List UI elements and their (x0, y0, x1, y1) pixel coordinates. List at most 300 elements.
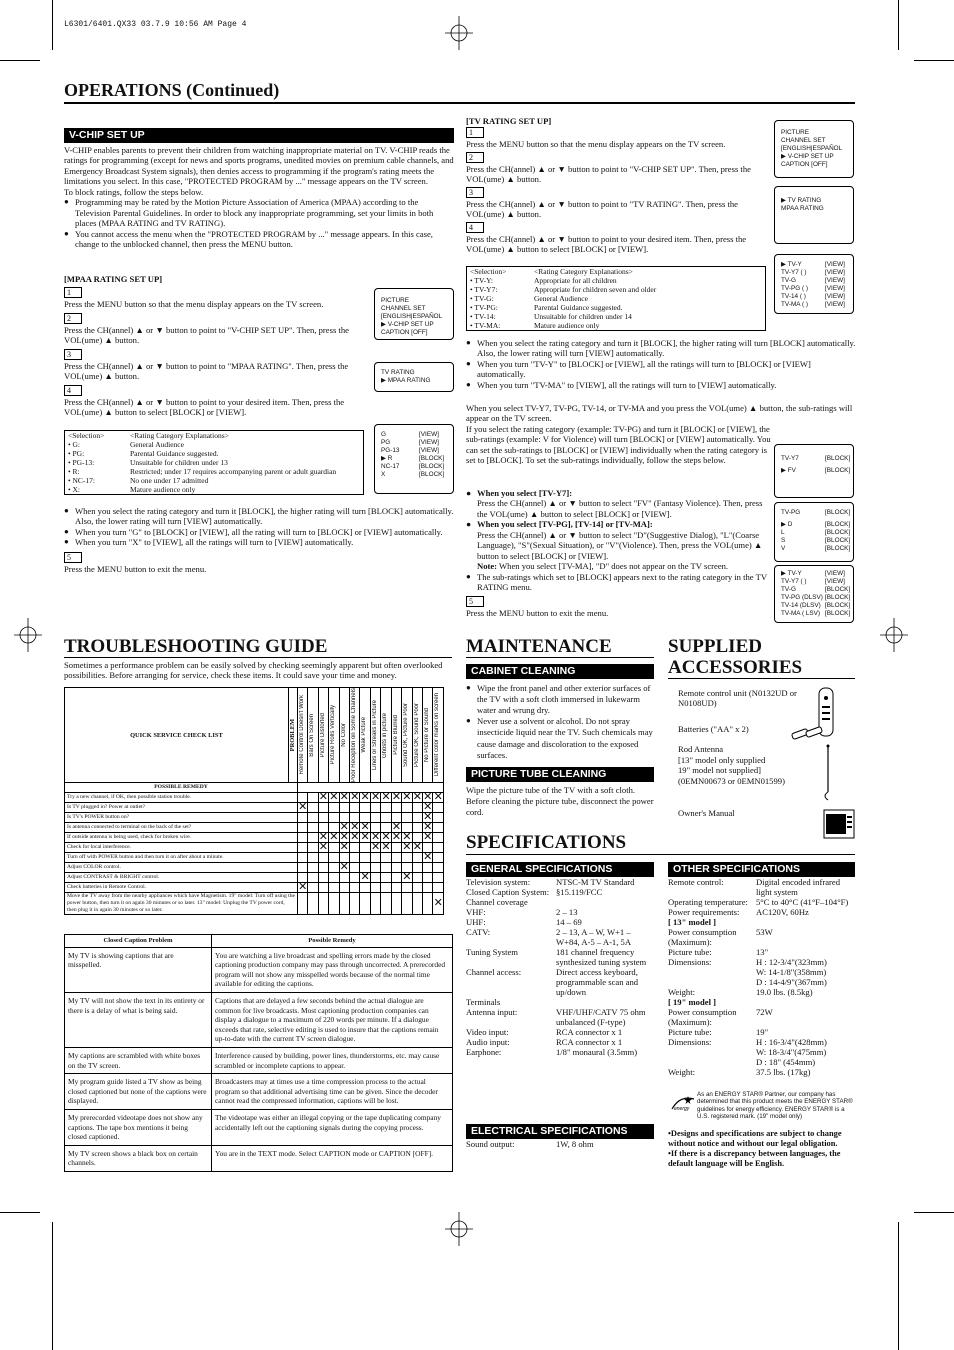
check-mark: ✕ (339, 791, 349, 804)
empty-cell (433, 863, 444, 873)
empty-cell (308, 823, 318, 833)
tvrating-notes (466, 338, 856, 390)
spec-value: 2 – 13 (556, 907, 578, 917)
tv-rating-table: <Selection> <Rating Category Explanations> • TV-Y: Appropriate for all children • TV-Y7: Appropriate for children seven and older • TV-G: General Audience • TV-PG: Parental Guidance suggested. • TV-14: Unsuitable for children under 14 • TV-MA: Mature audience only (466, 266, 766, 331)
spec-row (466, 1007, 656, 1027)
spec-row (466, 1027, 656, 1037)
empty-cell (433, 833, 444, 843)
empty-cell (391, 853, 401, 863)
check-mark: ✕ (339, 831, 349, 844)
empty-cell (412, 813, 422, 823)
spec-label (668, 967, 756, 977)
mpaa-menu-screen-2: TV RATING ▶ MPAA RATING (374, 362, 454, 392)
empty-cell (329, 843, 339, 853)
empty-cell (298, 893, 308, 915)
empty-cell (308, 803, 318, 813)
empty-cell (339, 803, 349, 813)
spec-label: UHF: (466, 917, 486, 927)
accessory-manual: Owner's Manual (678, 808, 735, 818)
subrating-steps: ● When you select [TV-Y7]: Press the CH(annel) ▲ or ▼ button to select "FV" (Fantasy Violence). Then, press the VOL(ume) ▲ button to select [BLOCK] or [VIEW]. ● When you select [TV-PG], [TV-14] or [TV-MA]: Press the CH(annel) ▲ or ▼ button to select "D"(Suggestive Dialog), "L"(Coarse Language), "S"(Sexual Situation), or "V"(Violence). Then, press the VOL(ume) ▲ button to select [BLOCK] or [VIEW]. Note: When you select [TV-MA], "D" does not appear on the TV screen. ● The sub-ratings which set to [BLOCK] appears next to the rating category in the TV RATING menu. 5 Press the MENU button to exit the menu. (466, 488, 770, 618)
remedy-text: Adjust CONTRAST & BRIGHT control. (65, 873, 298, 883)
empty-cell (412, 863, 422, 873)
check-mark: ✕ (391, 791, 402, 804)
check-mark: ✕ (298, 801, 308, 814)
check-mark: ✕ (433, 893, 444, 915)
spec-value: 5°C to 40°C (41°F–104°F) (756, 897, 849, 907)
step-number: 2 (466, 152, 484, 163)
check-mark: ✕ (329, 831, 339, 844)
empty-cell (391, 803, 401, 813)
spec-value: H : 16-3/4"(428mm) (756, 1037, 827, 1047)
spec-row (466, 897, 656, 907)
spec-row (466, 907, 656, 917)
empty-cell (308, 793, 318, 803)
step-number: 2 (64, 313, 82, 324)
spec-label: Power consumption (Maximum): (668, 1007, 737, 1027)
spec-value: §15.119/FCC (556, 887, 603, 897)
spec-row (668, 897, 856, 907)
empty-cell (298, 853, 308, 863)
empty-cell (423, 883, 433, 893)
check-mark: ✕ (339, 861, 349, 874)
empty-cell (412, 853, 422, 863)
empty-cell (381, 853, 391, 863)
step-number: 4 (466, 222, 484, 233)
check-mark: ✕ (370, 841, 381, 854)
spec-row (668, 1067, 856, 1077)
empty-cell (308, 833, 318, 843)
cc-problem: My prerecorded videotape does not show any captions. The tape box mentions it being closed captioned. (65, 1109, 212, 1145)
empty-cell (298, 823, 308, 833)
empty-cell (318, 853, 328, 863)
spec-row (466, 947, 656, 967)
spec-value: 13" (756, 947, 769, 957)
empty-cell (433, 803, 444, 813)
empty-cell (329, 883, 339, 893)
step-text: Press the CH(annel) ▲ or ▼ button to point to "V-CHIP SET UP". Then, press the VOL(ume) ▲ button. (64, 324, 349, 346)
empty-cell (391, 893, 401, 915)
mpaa-rating-table: <Selection> <Rating Category Explanations> • G: General Audience • PG: Parental Guidance suggested. • PG-13: Unsuitable for children under 13 • R: Restricted; under 17 requires accompanying parent or adult guardian • NC-17: No one under 17 admitted • X: Mature audience only (64, 430, 364, 495)
remedy-text: Try a new channel, if OK, then possible station trouble. (65, 793, 298, 803)
energy-star-text: As an ENERGY STAR® Partner, our company has determined that this product meets the ENERGY STAR® guidelines for energy efficiency. ENERGY STAR® is a U.S. registered mark. (19" model only) (697, 1091, 853, 1121)
mpaa-notes (64, 506, 454, 574)
spec-label: CATV: (466, 927, 491, 937)
spec-value: RCA connector x 1 (556, 1037, 623, 1047)
check-mark: ✕ (350, 791, 360, 804)
crop-mark (52, 1222, 53, 1350)
other-specs-title: OTHER SPECIFICATIONS (668, 862, 855, 877)
vchip-section (64, 128, 454, 250)
spec-label (668, 1047, 756, 1057)
spec-label: Channel coverage (466, 897, 528, 907)
empty-cell (402, 853, 412, 863)
subrating-para2: If you select the rating category (example: TV-PG) and turn it [BLOCK] or [VIEW], the sub-ratings (example: V for Violence) will turn [BLOCK] or [VIEW] automatically. You can set the sub-ratings to [BLOCK] or [VIEW] individually when the rating category is set to [BLOCK]. To set the sub-ratings individually, follow the steps below. (466, 424, 771, 466)
cabinet-bullet: ● Never use a solvent or alcohol. Do not spray insecticide liquid near the TV. Such chemicals may cause damage and discoloration to the exposed surfaces. (466, 716, 654, 761)
empty-cell (308, 813, 318, 823)
check-mark: ✕ (339, 841, 349, 854)
tvrating-bullet: ● When you turn "TV-MA" to [VIEW], all the ratings will turn to [VIEW] automatically. (466, 380, 856, 390)
cc-remedy: Captions that are delayed a few seconds behind the actual dialogue are common for live broadcasts. Most captioning production companies can display a dialogue to a maximum of 220 words per minute. If a dialogue exceeds that rate, selective editing is used to insure that the captions remain up-to-date with the current TV screen dialogue. (212, 992, 453, 1047)
empty-cell (381, 873, 391, 883)
tv-menu-screen-2: ▶ TV RATING MPAA RATING (774, 186, 854, 244)
remedy-row (65, 893, 444, 915)
section-rule (64, 657, 452, 658)
check-mark: ✕ (423, 801, 433, 814)
check-mark: ✕ (381, 831, 391, 844)
accessories-title: SUPPLIED ACCESSORIES (668, 636, 803, 678)
electrical-specs-table: Sound output: 1W, 8 ohm (466, 1139, 594, 1149)
check-mark: ✕ (350, 821, 360, 834)
empty-cell (391, 863, 401, 873)
mpaa-section (64, 274, 364, 418)
pg-text: Press the CH(annel) ▲ or ▼ button to select "D"(Suggestive Dialog), "L"(Coarse Language), "S"(Sexual Situation), or "V"(Violence). Then, press the VOL(ume) ▲ button to select [BLOCK] or [VIEW]. (477, 529, 763, 561)
empty-cell (308, 873, 318, 883)
troubleshooting-intro: Sometimes a performance problem can be easily solved by checking seemingly apparent but often overlooked possibilities. Before arranging for service, check these items. It could save your time and money. (64, 660, 443, 681)
remedy-heading: POSSIBLE REMEDY (65, 783, 298, 793)
empty-cell (391, 873, 401, 883)
check-mark: ✕ (412, 841, 422, 854)
empty-cell (423, 873, 433, 883)
quick-service-table: QUICK SERVICE CHECK LIST PROBLEM Remote Control Doesn't Work Bars On Screen Picture Distorted Picture Rolls Vertically No Color Poor Reception on Some Channels Weak Picture Lines or Streaks in Picture Ghosts in picture Picture Blurred Sound OK, Picture Poor Picture OK, Sound Poor No Picture or Sound Different color marks on screen POSSIBLE REMEDY Try a new channel, if OK, then possible station trouble. ✕ ✕ ✕ ✕ ✕ ✕ ✕ ✕ ✕ ✕ ✕ ✕ Is TV plugged in? Power at outlet? ✕ ✕ Is TV's POWER button on? ✕ Is antenna connected to terminal on the back of the set? ✕ ✕ ✕ ✕ ✕ If outside antenna is being used, check for broken wire. ✕ ✕ ✕ ✕ ✕ ✕ ✕ ✕ ✕ ✕ Check for local interference. ✕ ✕ ✕ ✕ ✕ ✕ Turn off with POWER button and then turn it on after about a minute. ✕ Adjust COLOR control. ✕ Adjust CONTRAST & BRIGHT control. ✕ ✕ Check batteries in Remote Control. ✕ Move the TV away from the nearby appliances which have Magnetism. 19" model: Turn off using the power button, then turn it on again 30 minutes or so later. 13" model: Unplug the TV power cord, then plug it in again 30 minutes or so later. ✕ (64, 687, 444, 915)
empty-cell (433, 823, 444, 833)
spec-label (668, 1057, 756, 1067)
spec-row (466, 1037, 656, 1047)
step-text: Press the MENU button to exit the menu. (466, 607, 609, 618)
empty-cell (433, 883, 444, 893)
crop-mark (52, 0, 53, 50)
tv-menu-screen-1: PICTURE CHANNEL SET [ENGLISH|ESPAÑOL ▶ V-CHIP SET UP CAPTION [OFF] (774, 120, 854, 178)
empty-cell (329, 873, 339, 883)
check-mark: ✕ (318, 831, 328, 844)
cc-remedy: The videotape was either an illegal copying or the tape duplicating company accidentally left out the captioning signals during the copying process. (212, 1109, 453, 1145)
empty-cell (339, 873, 349, 883)
vchip-bullet: ● You cannot access the menu when the "PROTECTED PROGRAM by ..." message appears. In this case, change to the unblocked channel, then press the MENU button. (64, 229, 454, 250)
energy-star-logo-icon (670, 1093, 696, 1113)
spec-label (668, 977, 756, 987)
remedy-text: Is TV plugged in? Power at outlet? (65, 803, 298, 813)
check-mark: ✕ (298, 881, 308, 894)
empty-cell (360, 853, 370, 863)
empty-cell (349, 893, 359, 915)
spec-label: Closed Caption System: (466, 887, 550, 897)
empty-cell (308, 883, 318, 893)
check-mark: ✕ (350, 831, 360, 844)
check-mark: ✕ (402, 871, 412, 884)
spec-value: Digital encoded infrared light system (756, 877, 840, 897)
empty-cell (308, 863, 318, 873)
empty-cell (360, 843, 370, 853)
svg-text:energy: energy (674, 1106, 690, 1112)
empty-cell (308, 843, 318, 853)
spec-label: Television system: (466, 877, 531, 887)
specifications-title: SPECIFICATIONS (466, 832, 627, 853)
empty-cell (402, 813, 412, 823)
check-mark: ✕ (329, 791, 339, 804)
empty-cell (370, 893, 380, 915)
spec-value: W: 14-1/8"(358mm) (756, 967, 827, 977)
spec-notices: •Designs and specifications are subject to change without notice and without our legal obligation. •If there is a discrepancy between languages, the default language will be English. (668, 1129, 842, 1169)
remedy-text: Check batteries in Remote Control. (65, 883, 298, 893)
mpaa-bullet: ● When you turn "X" to [VIEW], all the ratings will turn to [VIEW] automatically. (64, 537, 454, 547)
general-specs-table (466, 877, 656, 1057)
remedy-row (65, 863, 444, 873)
empty-cell (381, 863, 391, 873)
empty-cell (381, 893, 391, 915)
cc-problem: My TV will not show the text in its entirety or there is a delay of what is being said. (65, 992, 212, 1047)
spec-label: Remote control: (668, 877, 724, 887)
empty-cell (308, 893, 318, 915)
spec-row (668, 947, 856, 957)
crop-mark (898, 0, 899, 50)
remedy-text: Turn off with POWER button and then turn it on after about a minute. (65, 853, 298, 863)
mpaa-menu-screen-3: G [VIEW] PG [VIEW] PG-13 [VIEW] ▶ R [BLOCK] NC-17 [BLOCK] X [BLOCK] (374, 424, 454, 494)
check-mark: ✕ (360, 821, 370, 834)
crop-mark (0, 60, 40, 61)
empty-cell (370, 803, 380, 813)
cc-problem: My program guide listed a TV show as being closed captioned but none of the captions were displayed. (65, 1074, 212, 1110)
empty-cell (349, 863, 359, 873)
y7-text: Press the CH(annel) ▲ or ▼ button to select "FV" (Fantasy Violence). Then, press the VOL(ume) ▲ button to select [BLOCK] or [VIEW]. (477, 498, 763, 519)
spec-value: 2 – 13, A – W, W+1 – W+84, A-5 – A-1, 5A (556, 927, 632, 947)
empty-cell (318, 873, 328, 883)
mpaa-bullet: ● When you select the rating category and turn it [BLOCK], the higher rating will turn [BLOCK] automatically. Also, the lower rating will turn [VIEW] automatically. (64, 506, 454, 527)
tv-menu-screen-5: TV-PG [BLOCK] ▶ D [BLOCK] L [BLOCK] S [BLOCK] V [BLOCK] (774, 502, 854, 562)
print-header: L6301/6401.QX33 03.7.9 10:56 AM Page 4 (64, 20, 247, 29)
remedy-row (65, 813, 444, 823)
empty-cell (318, 803, 328, 813)
maintenance-title: MAINTENANCE (466, 636, 612, 657)
empty-cell (349, 873, 359, 883)
other-specs-table (668, 877, 856, 1077)
tvrating-title: [TV RATING SET UP] (466, 116, 552, 126)
spec-label: Picture tube: (668, 947, 712, 957)
tvrating-section (466, 116, 766, 255)
step-text: Press the MENU button to exit the menu. (64, 563, 207, 574)
accessory-remote: Remote control unit (N0132UD or N0108UD) (678, 688, 797, 709)
spec-row (466, 887, 656, 897)
title-rule (64, 102, 855, 104)
check-mark: ✕ (370, 831, 381, 844)
check-mark: ✕ (360, 791, 370, 804)
spec-row (466, 967, 656, 997)
empty-cell (318, 893, 328, 915)
check-mark: ✕ (402, 841, 412, 854)
registration-mark-icon (445, 16, 473, 50)
step-number: 1 (64, 287, 82, 298)
remedy-text: Check for local interference. (65, 843, 298, 853)
empty-cell (298, 813, 308, 823)
empty-cell (318, 883, 328, 893)
spec-value: W: 18-3/4"(475mm) (756, 1047, 827, 1057)
spec-row (668, 977, 856, 987)
step-text: Press the CH(annel) ▲ or ▼ button to point to "MPAA RATING". Then, press the VOL(ume) ▲ button. (64, 360, 349, 382)
spec-value: 37.5 lbs. (17kg) (756, 1067, 811, 1077)
empty-cell (433, 843, 444, 853)
check-mark: ✕ (423, 821, 433, 834)
empty-cell (370, 853, 380, 863)
empty-cell (381, 883, 391, 893)
empty-cell (423, 863, 433, 873)
subrating-para: When you select TV-Y7, TV-PG, TV-14, or TV-MA and you press the VOL(ume) ▲ button, the sub-ratings will appear on the TV screen. (466, 403, 853, 424)
spec-row (466, 877, 656, 887)
qsc-heading: QUICK SERVICE CHECK LIST (65, 688, 289, 783)
spec-label: Weight: (668, 987, 695, 997)
empty-cell (381, 813, 391, 823)
empty-cell (349, 853, 359, 863)
cabinet-bullet: ● Wipe the front panel and other exterior surfaces of the TV with a soft cloth immersed in lukewarm water and wrung dry. (466, 683, 654, 717)
check-mark: ✕ (381, 791, 391, 804)
vchip-title: V-CHIP SET UP (64, 128, 454, 143)
spec-row (668, 1057, 856, 1067)
rod-antenna-icon (818, 744, 838, 804)
check-mark: ✕ (370, 791, 381, 804)
model-heading: [ 19" model ] (668, 997, 716, 1007)
registration-mark-icon (445, 1212, 473, 1246)
spec-label: Video input: (466, 1027, 509, 1037)
empty-cell (329, 803, 339, 813)
empty-cell (360, 803, 370, 813)
check-mark: ✕ (318, 791, 328, 804)
step-text: Press the CH(annel) ▲ or ▼ button to point to your desired item. Then, press the VOL(ume) ▲ button to select [BLOCK] or [VIEW]. (466, 233, 747, 255)
empty-cell (329, 863, 339, 873)
empty-cell (329, 813, 339, 823)
owners-manual-icon (822, 808, 858, 842)
remedy-row (65, 793, 444, 803)
step-number: 3 (64, 349, 82, 360)
empty-cell (360, 883, 370, 893)
step-text: Press the CH(annel) ▲ or ▼ button to point to "TV RATING". Then, press the VOL(ume) ▲ button. (466, 198, 738, 220)
spec-row (466, 927, 656, 947)
empty-cell (433, 853, 444, 863)
spec-label: Operating temperature: (668, 897, 748, 907)
spec-value (556, 897, 656, 907)
spec-value: 72W (756, 1007, 773, 1017)
problem-heading-cell: PROBLEM (288, 688, 297, 783)
empty-cell (370, 863, 380, 873)
check-mark: ✕ (433, 791, 443, 804)
closed-caption-table: Closed Caption Problem Possible Remedy My TV is showing captions that are misspelled. You are watching a live broadcast and spelling errors made by the closed captioning production company may pass through uncorrected. A prerecorded program will not show any misspelled words because of the normal time available for editing the captions. My TV will not show the text in its entirety or there is a delay of what is being said. Captions that are delayed a few seconds behind the actual dialogue are common for live broadcasts. Most captioning production companies can display a dialogue to a maximum of 220 words per minute. If a dialogue exceeds that rate, selective editing is used to insure that the captions remain up-to-date with the current TV screen dialogue. My captions are scrambled with white boxes on the TV screen. Interference caused by building, power lines, thunderstorms, etc. may cause scrambled or incomplete captions to appear. My program guide listed a TV show as being closed captioned but none of the captions were displayed. Broadcasters may at times use a time compression process to the actual program so that additional advertising time can be given. Since the decoder cannot read the compressed information, captions will be lost. My prerecorded videotape does not show any captions. The tape box mentions it being closed captioned. The videotape was either an illegal copying or the tape duplicating company accidentally left out the captioning signals during the copying process. My TV screen shows a black box on certain channels. You are in the TEXT mode. Select CAPTION mode or CAPTION [OFF]. (64, 934, 453, 1172)
spec-label: Tuning System (466, 947, 518, 957)
remedy-row (65, 843, 444, 853)
empty-cell (298, 833, 308, 843)
remedy-row (65, 853, 444, 863)
spec-value: 1/8" monaural (3.5mm) (556, 1047, 638, 1057)
spec-row (668, 967, 856, 977)
empty-cell (402, 893, 412, 915)
cc-remedy: Broadcasters may at times use a time compression process to the actual program so that additional advertising time can be given. Since the decoder cannot read the compressed information, captions will be lost. (212, 1074, 453, 1110)
cc-remedy: Interference caused by building, power lines, thunderstorms, etc. may cause scrambled or incomplete captions to appear. (212, 1047, 453, 1073)
spec-value: VHF/UHF/CATV 75 ohm unbalanced (F-type) (556, 1007, 646, 1027)
check-mark: ✕ (423, 831, 433, 844)
empty-cell (433, 873, 444, 883)
empty-cell (339, 893, 349, 915)
crop-mark (898, 1222, 899, 1350)
empty-cell (370, 813, 380, 823)
check-mark: ✕ (412, 791, 422, 804)
mpaa-menu-screen-1: PICTURE CHANNEL SET [ENGLISH|ESPAÑOL ▶ V-CHIP SET UP CAPTION [OFF] (374, 288, 454, 340)
cc-problem: My captions are scrambled with white boxes on the TV screen. (65, 1047, 212, 1073)
section-rule (466, 657, 654, 658)
spec-label: Dimensions: (668, 957, 712, 967)
tv-menu-screen-6: ▶ TV-Y [VIEW] TV-Y7 ( ) [VIEW] TV-G [BLOCK] TV-PG (DLSV) [BLOCK] TV-14 (DLSV) [BLOCK] TV-MA ( LSV) [BLOCK] (774, 565, 854, 623)
spec-row (668, 1047, 856, 1057)
check-mark: ✕ (402, 791, 412, 804)
check-mark: ✕ (360, 871, 370, 884)
spec-value: Direct access keyboard, programmable scan and up/down (556, 967, 639, 997)
spec-label: Audio input: (466, 1037, 510, 1047)
spec-value: H : 12-3/4"(323mm) (756, 957, 827, 967)
empty-cell (412, 873, 422, 883)
cc-problem: My TV screen shows a black box on certain channels. (65, 1145, 212, 1171)
empty-cell (412, 803, 422, 813)
tvrating-bullet: ● When you turn "TV-Y" to [BLOCK] or [VIEW], all the ratings will turn to [BLOCK] or [VIEW] automatically. (466, 359, 856, 380)
crop-mark (914, 1212, 954, 1213)
remedy-row (65, 873, 444, 883)
spec-row (466, 917, 656, 927)
empty-cell (370, 883, 380, 893)
spec-value: RCA connector x 1 (556, 1027, 623, 1037)
tv-menu-screen-3: ▶ TV-Y [VIEW] TV-Y7 ( ) [VIEW] TV-G [VIEW] TV-PG ( ) [VIEW] TV-14 ( ) [VIEW] TV-MA ( ) [VIEW] (774, 254, 854, 314)
spec-label: Terminals (466, 997, 501, 1007)
spec-row (668, 877, 856, 897)
empty-cell (349, 803, 359, 813)
general-specs-title: GENERAL SPECIFICATIONS (466, 862, 654, 877)
remedy-text: Adjust COLOR control. (65, 863, 298, 873)
empty-cell (318, 863, 328, 873)
empty-cell (412, 883, 422, 893)
step-text: Press the MENU button so that the menu display appears on the TV screen. (466, 139, 726, 150)
spec-value: D : 18" (454mm) (756, 1057, 816, 1067)
cabinet-cleaning-title: CABINET CLEANING (466, 664, 654, 679)
check-mark: ✕ (339, 821, 349, 834)
remedy-text: Move the TV away from the nearby appliances which have Magnetism. 19" model: Turn off using the power button, then turn it on again 30 minutes or so later. 13" model: Unplug the TV power cord, then plug it in again 30 minutes or so later. (65, 893, 298, 915)
batteries-icon (790, 724, 826, 742)
spec-label: Weight: (668, 1067, 695, 1077)
empty-cell (433, 813, 444, 823)
empty-cell (318, 813, 328, 823)
check-mark: ✕ (318, 841, 328, 854)
spec-label: VHF: (466, 907, 486, 917)
empty-cell (329, 853, 339, 863)
empty-cell (298, 863, 308, 873)
spec-value: 53W (756, 927, 773, 937)
cc-remedy: You are in the TEXT mode. Select CAPTION mode or CAPTION [OFF]. (212, 1145, 453, 1171)
spec-row (668, 957, 856, 967)
empty-cell (308, 853, 318, 863)
spec-label: Power requirements: (668, 907, 740, 917)
registration-mark-icon (880, 618, 908, 652)
step-number: 5 (466, 596, 484, 607)
empty-cell (370, 873, 380, 883)
empty-cell (329, 893, 339, 915)
remedy-text: Is TV's POWER button on? (65, 813, 298, 823)
spec-label: Channel access: (466, 967, 522, 977)
spec-label: Picture tube: (668, 1027, 712, 1037)
spec-row (466, 997, 656, 1007)
empty-cell (412, 823, 422, 833)
empty-cell (402, 883, 412, 893)
empty-cell (412, 893, 422, 915)
step-number: 3 (466, 187, 484, 198)
remedy-text: Is antenna connected to terminal on the back of the set? (65, 823, 298, 833)
step-text: Press the CH(annel) ▲ or ▼ button to point to "V-CHIP SET UP". Then, press the VOL(ume) ▲ button. (466, 163, 751, 185)
empty-cell (349, 883, 359, 893)
troubleshooting-title: TROUBLESHOOTING GUIDE (64, 636, 328, 657)
vchip-intro: V-CHIP enables parents to prevent their children from watching inappropriate material on TV. V-CHIP reads the ratings for programming (except for news and sports programs, unedited movies on premium cable channels, and Emergency Broadcast System signals), then denies access to programming if the program's rating meets the limitations you select. In this case, "PROTECTED PROGRAM by ..." message appears on the TV screen. (64, 144, 454, 187)
subrating-bullet: ● The sub-ratings which set to [BLOCK] appears next to the rating category in the TV RATING menu. (466, 572, 770, 593)
spec-value: 19" (756, 1027, 769, 1037)
check-mark: ✕ (423, 791, 433, 804)
